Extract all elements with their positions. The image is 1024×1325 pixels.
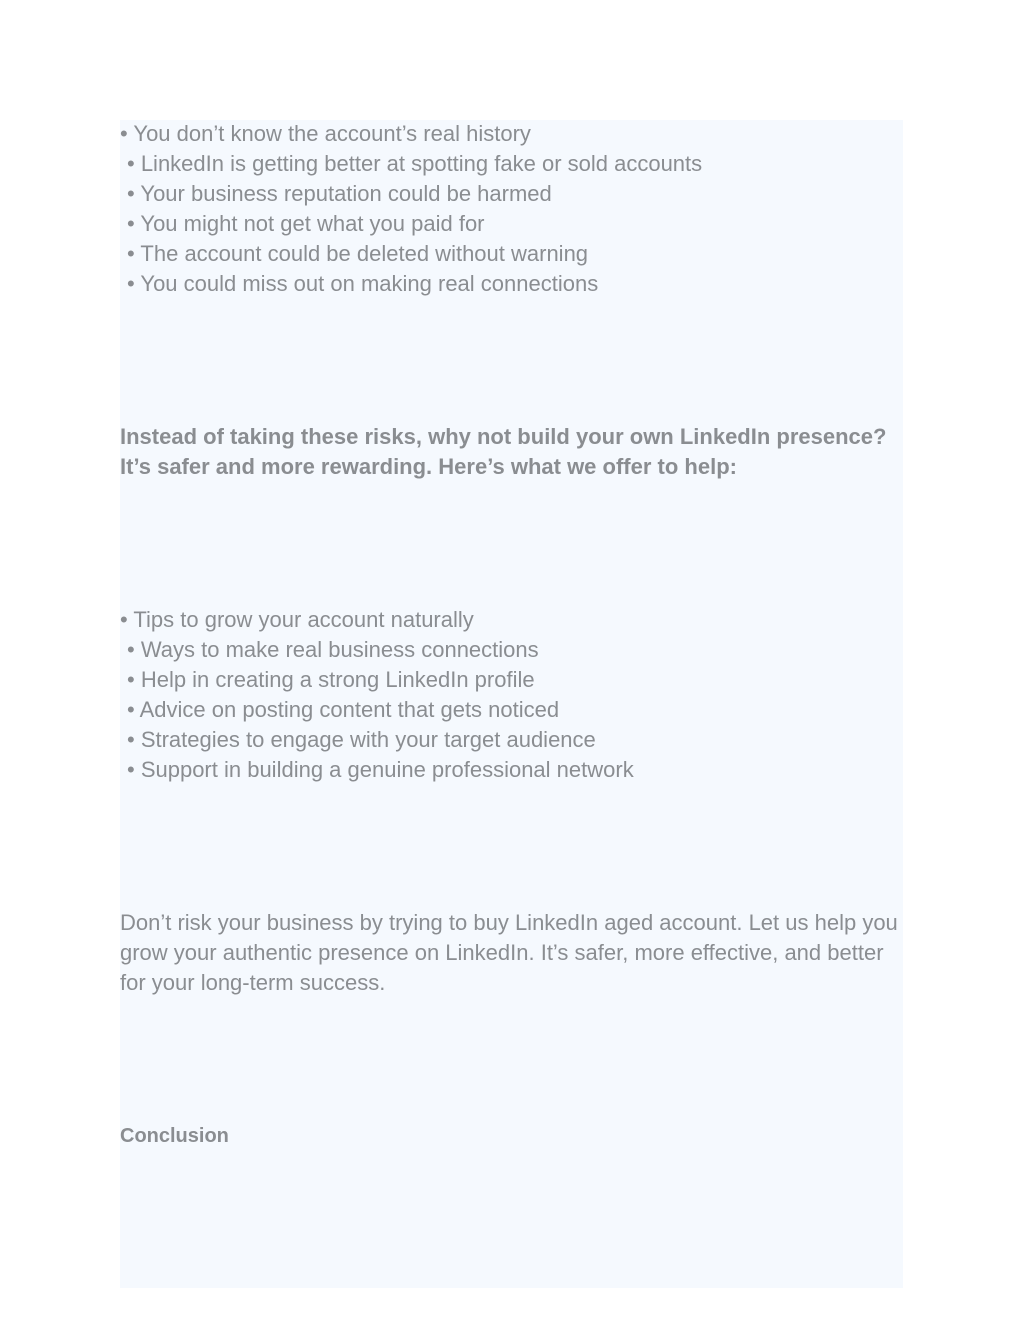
closing-paragraph: Don’t risk your business by trying to buy LinkedIn aged account. Let us help you grow your authentic presence on LinkedIn. It’s safer, more effective, and better for your long-term success. (120, 910, 898, 995)
list-item: • LinkedIn is getting better at spotting fake or sold accounts (127, 151, 703, 176)
list-item: • Tips to grow your account naturally (120, 607, 474, 632)
list-item: • You might not get what you paid for (127, 211, 485, 236)
list-item: • Advice on posting content that gets noticed (127, 697, 560, 722)
list-item: • Strategies to engage with your target audience (127, 727, 596, 752)
risks-list (120, 119, 903, 299)
offer-heading: Instead of taking these risks, why not build your own LinkedIn presence? It’s safer and more rewarding. Here’s what we offer to help: (120, 424, 887, 479)
list-item: • Support in building a genuine professional network (127, 757, 634, 782)
list-item: • You could miss out on making real connections (127, 271, 599, 296)
list-item: • Ways to make real business connections (127, 637, 539, 662)
offers-list (120, 605, 903, 785)
list-item: • Your business reputation could be harmed (127, 181, 552, 206)
list-item: • Help in creating a strong LinkedIn profile (127, 667, 535, 692)
list-item: • The account could be deleted without warning (127, 241, 589, 266)
conclusion-heading: Conclusion (120, 1125, 229, 1147)
list-item: • You don’t know the account’s real history (120, 121, 531, 146)
